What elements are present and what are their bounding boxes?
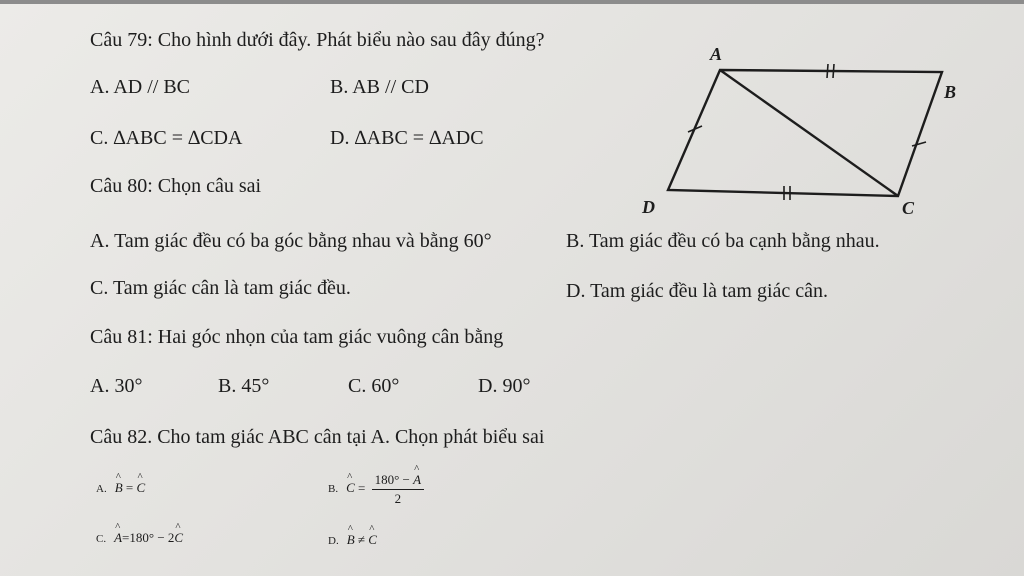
fraction-numerator-text: 180° − [374,472,414,487]
parallelogram-figure [630,38,970,228]
q82-option-a-label: A. [96,483,107,495]
vertex-label-a: A [710,44,723,64]
vertex-label-c: C [902,198,915,218]
parallelogram-abcd [668,70,942,196]
tick-ab-2 [833,64,834,78]
q81-option-d: D. 90° [478,375,531,397]
angle-a: ^ A [413,472,421,488]
angle-c: ^ C [346,480,355,496]
fraction [372,472,424,507]
q82-option-b: B.^ C = $\frac{180^\circ - \^{} A}{2}$ [328,472,424,507]
angle-c: ^ C [137,480,146,496]
q81-option-c: C. 60° [348,375,400,397]
q80-option-b: B. Tam giác đều có ba cạnh bằng nhau. [566,230,880,252]
q80-option-d: D. Tam giác đều là tam giác cân. [566,280,829,302]
q82-option-c [96,530,183,546]
q82-option-b-label: B. [328,483,339,496]
q79-option-c: C. ∆ABC = ∆CDA [90,127,243,149]
q80-title: Câu 80: Chọn câu sai [90,175,262,197]
fraction-numerator [372,472,424,490]
q80-option-a: A. Tam giác đều có ba góc bằng nhau và bằng 60° [90,230,492,252]
fraction-denominator: 2 [394,491,402,506]
q82-option-c-label: C. [96,533,107,545]
tick-bc [912,142,926,146]
angle-b: ^ B [115,480,123,496]
angle-c: ^ C [174,530,183,546]
q82-option-c-expr: =180° − 2 [122,530,175,545]
q79-option-b: B. AB // CD [330,76,429,98]
angle-b: ^ B [347,532,355,548]
q82-option-d: D.^ B ≠ ^ C [328,532,377,548]
angle-c: ^ C [368,532,377,548]
vertex-label-d: D [642,197,655,217]
q79-option-a: A. AD // BC [90,76,191,98]
screen-top-edge [0,0,1024,4]
q81-option-a: A. 30° [90,375,143,397]
q79-option-d: D. ∆ABC = ∆ADC [330,127,484,149]
q82-title: Câu 82. Cho tam giác ABC cân tại A. Chọn phát biểu sai [90,426,545,448]
q82-option-a: A.^ B = ^ C [96,480,145,496]
q80-option-c: C. Tam giác cân là tam giác đều. [90,277,351,299]
diagonal-ac [720,70,898,196]
q81-option-b: B. 45° [218,375,270,397]
q81-title: Câu 81: Hai góc nhọn của tam giác vuông cân bằng [90,326,504,348]
angle-a: ^ A [114,530,122,546]
vertex-label-b: B [944,82,957,102]
q79-title: Câu 79: Cho hình dưới đây. Phát biểu nào sau đây đúng? [90,29,545,51]
tick-ab-1 [827,64,828,78]
q82-option-d-label: D. [328,535,339,547]
